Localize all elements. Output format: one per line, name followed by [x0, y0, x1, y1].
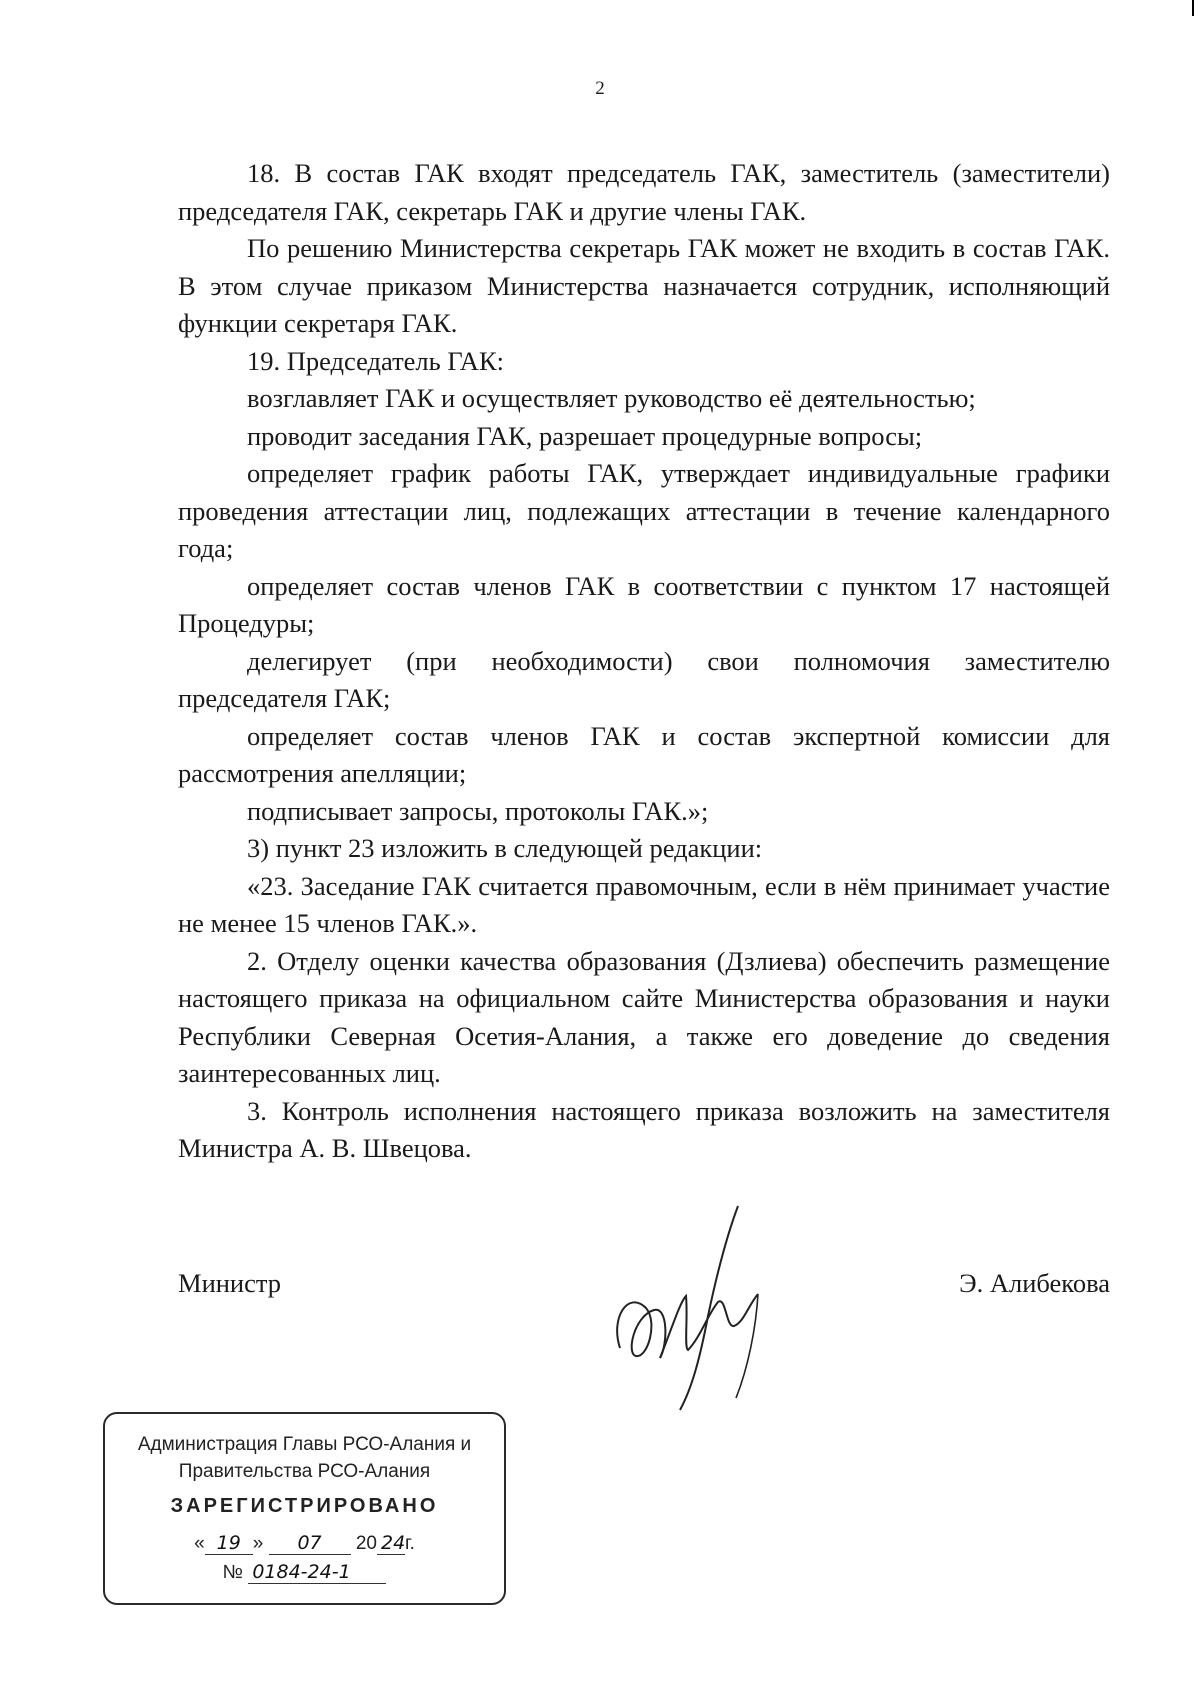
paragraph: «23. Заседание ГАК считается правомочным, если в нём принимает участие не менее 15 членов ГАК.». — [178, 870, 1110, 938]
paragraph: определяет состав членов ГАК и состав экспертной комиссии для рассмотрения апелляции; — [178, 720, 1110, 788]
paragraph: По решению Министерства секретарь ГАК может не входить в состав ГАК. В этом случае приказом Министерства назначается сотрудник, исполняющий функции секретаря ГАК. — [178, 233, 1110, 338]
paragraph: подписывает запросы, протоколы ГАК.»; — [247, 795, 709, 826]
paragraph: 18. В состав ГАК входят председатель ГАК, заместитель (заместители) председателя ГАК, секретарь ГАК и другие члены ГАК. — [178, 158, 1110, 226]
stamp-authority-line1: Администрация Главы РСО-Алания и — [137, 1434, 472, 1455]
registration-stamp — [103, 1412, 506, 1605]
stamp-month: 07 — [269, 1532, 351, 1555]
stamp-year-prefix: 20 — [355, 1533, 377, 1554]
document-body — [178, 155, 1110, 1168]
stamp-year-unit: г. — [404, 1533, 415, 1554]
signature-block — [178, 1268, 1110, 1428]
paragraph: определяет состав членов ГАК в соответствии с пунктом 17 настоящей Процедуры; — [178, 570, 1110, 638]
paragraph: 19. Председатель ГАК: — [247, 345, 504, 376]
stamp-number-value: 0184-24-1 — [248, 1561, 386, 1584]
paragraph: 3. Контроль исполнения настоящего приказа возложить на заместителя Министра А. В. Швецова. — [178, 1095, 1110, 1163]
stamp-registration-number — [105, 1561, 504, 1584]
stamp-authority-line2: Правительства РСО-Алания — [178, 1461, 431, 1482]
page-number: 2 — [595, 78, 605, 99]
signatory-title: Министр — [178, 1268, 282, 1298]
stamp-number-label: № — [222, 1562, 244, 1583]
paragraph: возглавляет ГАК и осуществляет руководство её деятельностью; — [247, 383, 976, 413]
stamp-year-suffix: 24 — [377, 1532, 405, 1555]
stamp-date — [105, 1532, 504, 1555]
stamp-registered-label: ЗАРЕГИСТРИРОВАНО — [170, 1495, 439, 1517]
paragraph: делегирует (при необходимости) свои полномочия заместителю председателя ГАК; — [178, 645, 1110, 713]
scan-edge-mark — [1192, 0, 1194, 16]
signatory-name: Э. Алибекова — [959, 1268, 1110, 1298]
paragraph: определяет график работы ГАК, утверждает индивидуальные графики проведения аттестации лиц, подлежащих аттестации в течение календарного года; — [178, 458, 1110, 563]
stamp-date-open-quote: « — [194, 1533, 205, 1554]
handwritten-signature — [608, 1198, 778, 1418]
paragraph: проводит заседания ГАК, разрешает процедурные вопросы; — [247, 420, 923, 451]
stamp-day: 19 — [205, 1532, 253, 1555]
paragraph: 2. Отделу оценки качества образования (Дзлиева) обеспечить размещение настоящего приказа на официальном сайте Министерства образования и науки Республики Северная Осетия-Алания, а также его доведение до сведения заинтересованных лиц. — [178, 945, 1110, 1088]
paragraph: 3) пункт 23 изложить в следующей редакции: — [247, 833, 763, 863]
stamp-date-close-quote: » — [252, 1533, 264, 1554]
